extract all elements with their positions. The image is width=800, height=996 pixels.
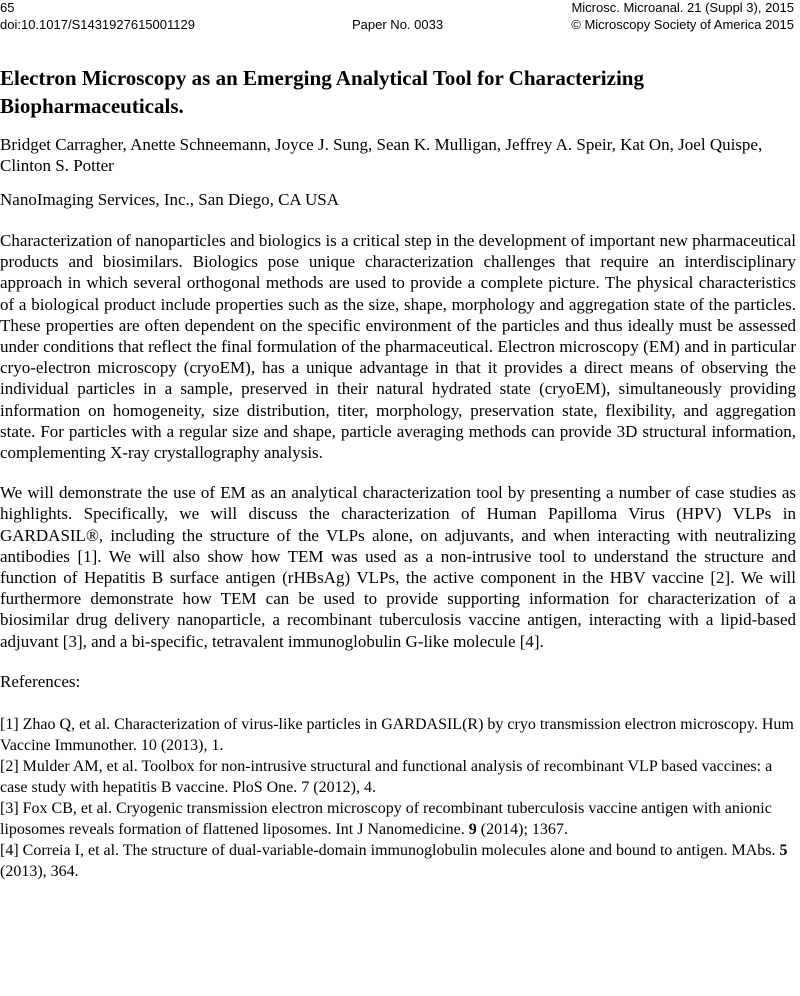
- reference-text: [4] Correia I, et al. The structure of dual-variable-domain immunoglobulin molecules alone and bound to antigen. MAbs.: [0, 841, 780, 859]
- reference-volume: 5: [779, 841, 788, 859]
- reference-list: [0, 714, 796, 882]
- reference-item-3: [0, 798, 796, 840]
- reference-item-4: [0, 840, 796, 882]
- reference-text: [3] Fox CB, et al. Cryogenic transmission electron microscopy of recombinant tuberculosis vaccine antigen with anionic liposomes reveals formation of flattened liposomes. Int J Nanomedicine.: [0, 799, 772, 838]
- reference-text: [1] Zhao Q, et al. Characterization of virus-like particles in GARDASIL(R) by cryo transmission electron microscopy. Hum Vaccine Immunother. 10 (2013), 1.: [0, 715, 794, 754]
- abstract-paragraph-1: Characterization of nanoparticles and biologics is a critical step in the development of important new pharmaceutical products and biosimilars. Biologics pose unique characterization challenges that require an interdisciplinary approach in which several orthogonal methods are used to provide a complete picture. The physical characteristics of a biological product include properties such as the size, shape, morphology and aggregation state of the particles. These properties are often dependent on the specific environment of the particles and thus ideally must be assessed under conditions that reflect the final formulation of the pharmaceutical. Electron microscopy (EM) and in particular cryo-electron microscopy (cryoEM), has a unique advantage in that it provides a direct means of observing the individual particles in a sample, preserved in their natural hydrated state (cryoEM), simultaneously providing information on homogeneity, size distribution, titer, morphology, preservation state, flexibility, and aggregation state. For particles with a regular size and shape, particle averaging methods can provide 3D structural information, complementing X-ray crystallography analysis.: [0, 231, 796, 463]
- reference-tail: (2014); 1367.: [476, 820, 568, 838]
- doi: doi:10.1017/S1431927615001129: [0, 17, 195, 32]
- paper-body: [0, 64, 796, 882]
- abstract-paragraph-2: We will demonstrate the use of EM as an analytical characterization tool by presenting a number of case studies as highlights. Specifically, we will discuss the characterization of Human Papilloma Virus (HPV) VLPs in GARDASIL®, including the structure of the VLPs alone, on adjuvants, and when interacting with neutralizing antibodies [1]. We will also show how TEM was used as a non-intrusive tool to understand the structure and function of Hepatitis B surface antigen (rHBsAg) VLPs, the active component in the HBV vaccine [2]. We will furthermore demonstrate how TEM can be used to provide supporting information for characterization of a biosimilar drug delivery nanoparticle, a recombinant tuberculosis vaccine antigen, interacting with a lipid-based adjuvant [3], and a bi-specific, tetravalent immunoglobulin G-like molecule [4].: [0, 483, 796, 651]
- copyright: © Microscopy Society of America 2015: [571, 17, 794, 32]
- journal-citation: Microsc. Microanal. 21 (Suppl 3), 2015: [571, 0, 794, 15]
- page-number: 65: [0, 0, 15, 15]
- reference-text: [2] Mulder AM, et al. Toolbox for non-intrusive structural and functional analysis of recombinant VLP based vaccines: a case study with hepatitis B vaccine. PloS One. 7 (2012), 4.: [0, 757, 773, 796]
- paper-title: Electron Microscopy as an Emerging Analytical Tool for Characterizing Biopharmaceuticals.: [0, 66, 644, 118]
- reference-tail: (2013), 364.: [0, 862, 79, 880]
- references-heading: References:: [0, 671, 81, 691]
- author-list: Bridget Carragher, Anette Schneemann, Joyce J. Sung, Sean K. Mulligan, Jeffrey A. Speir, Kat On, Joel Quispe, Clinton S. Potter: [0, 135, 763, 175]
- reference-item-1: [0, 714, 796, 756]
- affiliation: NanoImaging Services, Inc., San Diego, CA USA: [0, 190, 340, 209]
- paper-number: Paper No. 0033: [352, 17, 444, 32]
- reference-volume: 9: [468, 820, 477, 838]
- reference-item-2: [0, 756, 796, 798]
